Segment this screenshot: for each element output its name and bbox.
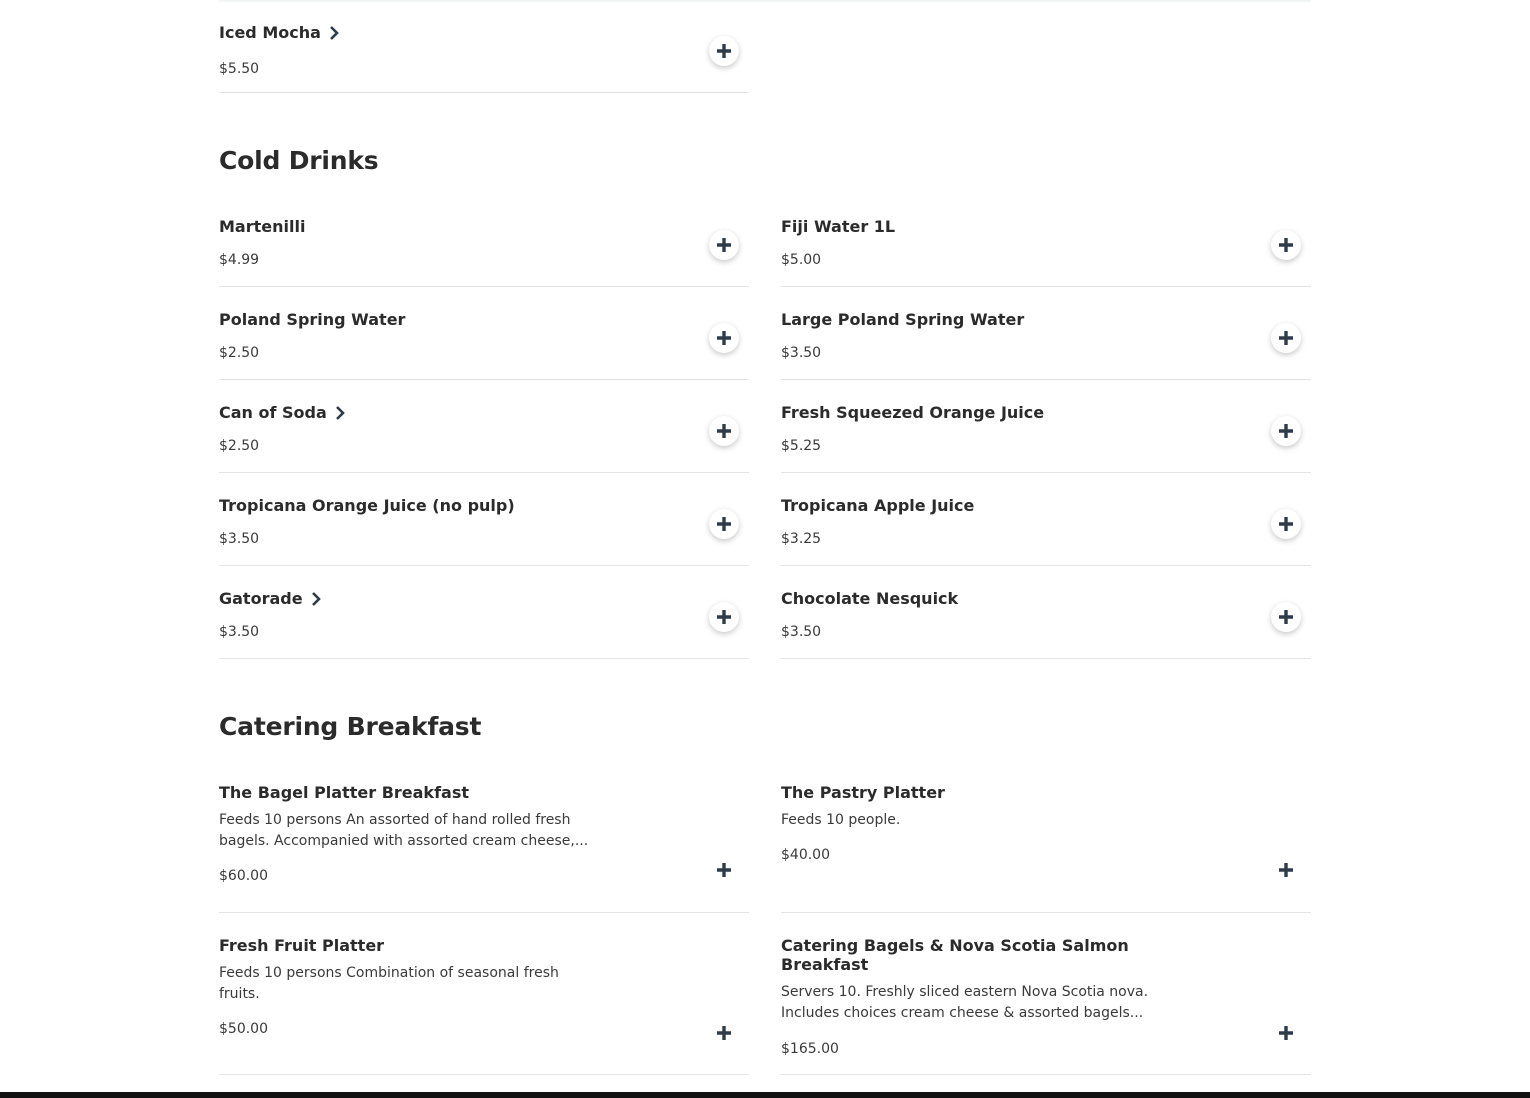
plus-icon — [716, 330, 732, 346]
item-description: Servers 10. Freshly sliced eastern Nova Scotia nova. Includes choices cream cheese & assorted bagels... — [781, 984, 1149, 1021]
add-item-button[interactable] — [709, 416, 739, 446]
item-description: Feeds 10 persons An assorted of hand rolled fresh bagels. Accompanied with assorted cream cheese,... — [219, 812, 589, 849]
item-price: $5.00 — [781, 252, 822, 268]
add-item-button[interactable] — [709, 855, 739, 885]
item-name: Fresh Fruit Platter — [219, 936, 385, 955]
item-name: Fresh Squeezed Orange Juice — [781, 403, 1045, 422]
item-name: Can of Soda — [219, 403, 345, 423]
menu-item-pastry-platter[interactable] — [781, 783, 1311, 913]
add-item-button[interactable] — [709, 36, 739, 66]
section-title-catering-breakfast: Catering Breakfast — [219, 712, 482, 741]
add-item-button[interactable] — [709, 230, 739, 260]
menu-item-poland-spring-water[interactable] — [219, 310, 749, 380]
item-name: Catering Bagels & Nova Scotia Salmon Breakfast — [781, 936, 1129, 974]
item-price: $3.25 — [781, 531, 822, 547]
menu-item-tropicana-apple-juice[interactable] — [781, 496, 1311, 566]
add-item-button[interactable] — [709, 602, 739, 632]
add-item-button[interactable] — [1271, 602, 1301, 632]
chevron-right-icon — [311, 592, 321, 606]
item-description: Feeds 10 persons Combination of seasonal fresh fruits. — [219, 965, 559, 1002]
plus-icon — [1278, 1025, 1294, 1041]
plus-icon — [1278, 516, 1294, 532]
item-price: $5.25 — [781, 438, 822, 454]
menu-item-bagel-platter-breakfast[interactable] — [219, 783, 749, 913]
item-name: Poland Spring Water — [219, 310, 406, 329]
menu-item-large-poland-spring-water[interactable] — [781, 310, 1311, 380]
bottom-bar — [0, 1092, 1530, 1098]
item-price: $3.50 — [219, 624, 260, 640]
section-title-cold-drinks: Cold Drinks — [219, 146, 379, 175]
add-item-button[interactable] — [709, 509, 739, 539]
add-item-button[interactable] — [1271, 230, 1301, 260]
item-name: Chocolate Nesquick — [781, 589, 959, 608]
item-name: The Pastry Platter — [781, 783, 945, 802]
plus-icon — [1278, 237, 1294, 253]
item-price: $2.50 — [219, 438, 260, 454]
top-divider — [219, 0, 1311, 3]
item-price: $2.50 — [219, 345, 260, 361]
menu-item-gatorade[interactable] — [219, 589, 749, 659]
item-price: $4.99 — [219, 252, 260, 268]
menu-item-nova-scotia-salmon-breakfast[interactable] — [781, 936, 1311, 1075]
menu-item-iced-mocha[interactable] — [219, 23, 749, 93]
plus-icon — [716, 862, 732, 878]
item-description: Feeds 10 people. — [781, 812, 901, 828]
plus-icon — [716, 609, 732, 625]
item-price: $3.50 — [781, 624, 822, 640]
plus-icon — [716, 237, 732, 253]
menu-item-fiji-water[interactable] — [781, 217, 1311, 287]
plus-icon — [716, 1025, 732, 1041]
plus-icon — [716, 423, 732, 439]
item-price: $5.50 — [219, 61, 260, 77]
item-name: Tropicana Apple Juice — [781, 496, 975, 515]
add-item-button[interactable] — [1271, 509, 1301, 539]
item-price: $165.00 — [781, 1041, 839, 1057]
item-price: $3.50 — [219, 531, 260, 547]
item-name: Iced Mocha — [219, 23, 339, 43]
menu-item-fresh-fruit-platter[interactable] — [219, 936, 749, 1075]
add-item-button[interactable] — [1271, 323, 1301, 353]
add-item-button[interactable] — [709, 323, 739, 353]
menu-item-fresh-squeezed-orange-juice[interactable] — [781, 403, 1311, 473]
add-item-button[interactable] — [1271, 416, 1301, 446]
plus-icon — [716, 516, 732, 532]
chevron-right-icon — [329, 26, 339, 40]
item-price: $3.50 — [781, 345, 822, 361]
item-name: Gatorade — [219, 589, 321, 609]
menu-item-tropicana-orange-juice[interactable] — [219, 496, 749, 566]
item-name: Martenilli — [219, 217, 306, 236]
menu-item-can-of-soda[interactable] — [219, 403, 749, 473]
item-price: $50.00 — [219, 1021, 268, 1037]
item-price: $40.00 — [781, 847, 830, 863]
item-name: Tropicana Orange Juice (no pulp) — [219, 496, 515, 515]
item-name: Large Poland Spring Water — [781, 310, 1025, 329]
add-item-button[interactable] — [1271, 855, 1301, 885]
chevron-right-icon — [335, 406, 345, 420]
menu-item-chocolate-nesquick[interactable] — [781, 589, 1311, 659]
plus-icon — [1278, 330, 1294, 346]
item-price: $60.00 — [219, 868, 268, 884]
item-name: The Bagel Platter Breakfast — [219, 783, 469, 802]
add-item-button[interactable] — [709, 1018, 739, 1048]
add-item-button[interactable] — [1271, 1018, 1301, 1048]
item-name: Fiji Water 1L — [781, 217, 896, 236]
menu-item-martenilli[interactable] — [219, 217, 749, 287]
plus-icon — [716, 43, 732, 59]
plus-icon — [1278, 609, 1294, 625]
plus-icon — [1278, 423, 1294, 439]
plus-icon — [1278, 862, 1294, 878]
